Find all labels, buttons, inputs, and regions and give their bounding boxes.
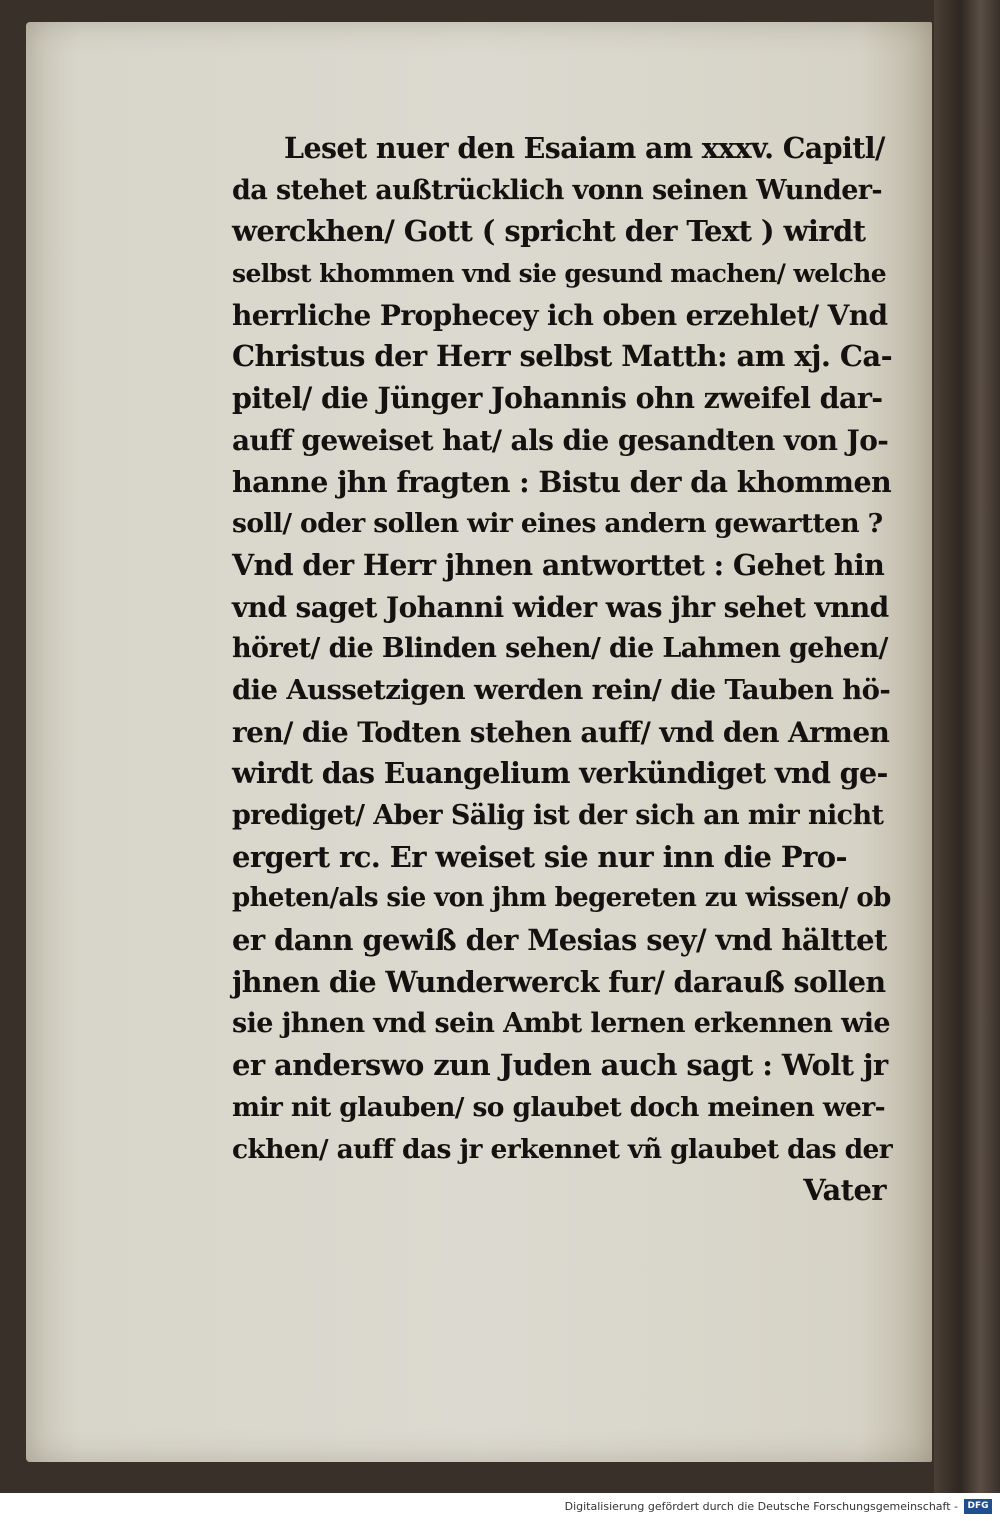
text-line: die Aussetzigen werden rein/ die Tauben hö- [232,673,891,706]
text-line: mir nit glauben/ so glaubet doch meinen wer- [232,1091,886,1123]
text-line: wirdt das Euangelium verkündiget vnd ge- [232,756,888,791]
text-line: pitel/ die Jünger Johannis ohn zweifel dar- [232,381,883,416]
text-line: hanne jhn fragten : Bistu der da khommen [232,464,892,499]
text-line: pheten/als sie von jhm begereten zu wissen/ ob [232,883,891,914]
text-line: selbst khommen vnd sie gesund machen/ welche [232,259,887,289]
text-line: Vnd der Herr jhnen antworttet : Gehet hin [232,547,885,582]
page-text [232,128,892,1212]
text-line: Christus der Herr selbst Matth: am xj. Ca- [232,339,893,374]
dfg-logo: DFG [964,1499,992,1514]
funding-credit: Digitalisierung gefördert durch die Deutsche Forschungsgemeinschaft - [564,1500,958,1513]
text-line: Leset nuer den Esaiam am xxxv. Capitl/ [284,131,885,165]
text-line: soll/ oder sollen wir eines andern gewartten ? [232,508,883,540]
text-line: jhnen die Wunderwerck fur/ darauß sollen [232,964,886,999]
text-line: vnd saget Johanni wider was jhr sehet vnnd [232,590,889,624]
catchword: Vater [803,1173,886,1208]
text-line: ren/ die Todten stehen auff/ vnd den Armen [232,715,890,749]
text-line: ergert rc. Er weiset sie nur inn die Pro- [232,839,847,874]
text-line: auff geweiset hat/ als die gesandten von Jo- [232,423,889,457]
text-line: da stehet außtrücklich vonn seinen Wunder- [232,174,883,206]
text-line: er dann gewiß der Mesias sey/ vnd hälttet [232,923,887,958]
text-line: ckhen/ auff das jr erkennet vñ glaubet das der [232,1133,893,1165]
digitization-footer [0,1493,1000,1521]
text-line: sie jhnen vnd sein Ambt lernen erkennen wie [232,1008,890,1040]
text-line: herrliche Prophecey ich oben erzehlet/ Vnd [232,298,888,332]
text-line: prediget/ Aber Sälig ist der sich an mir nicht [232,800,884,831]
text-line: er anderswo zun Juden auch sagt : Wolt jr [232,1048,888,1083]
text-line: höret/ die Blinden sehen/ die Lahmen gehen/ [232,633,888,665]
book-spine-edge [934,0,1000,1493]
text-line: werckhen/ Gott ( spricht der Text ) wirdt [232,214,866,249]
